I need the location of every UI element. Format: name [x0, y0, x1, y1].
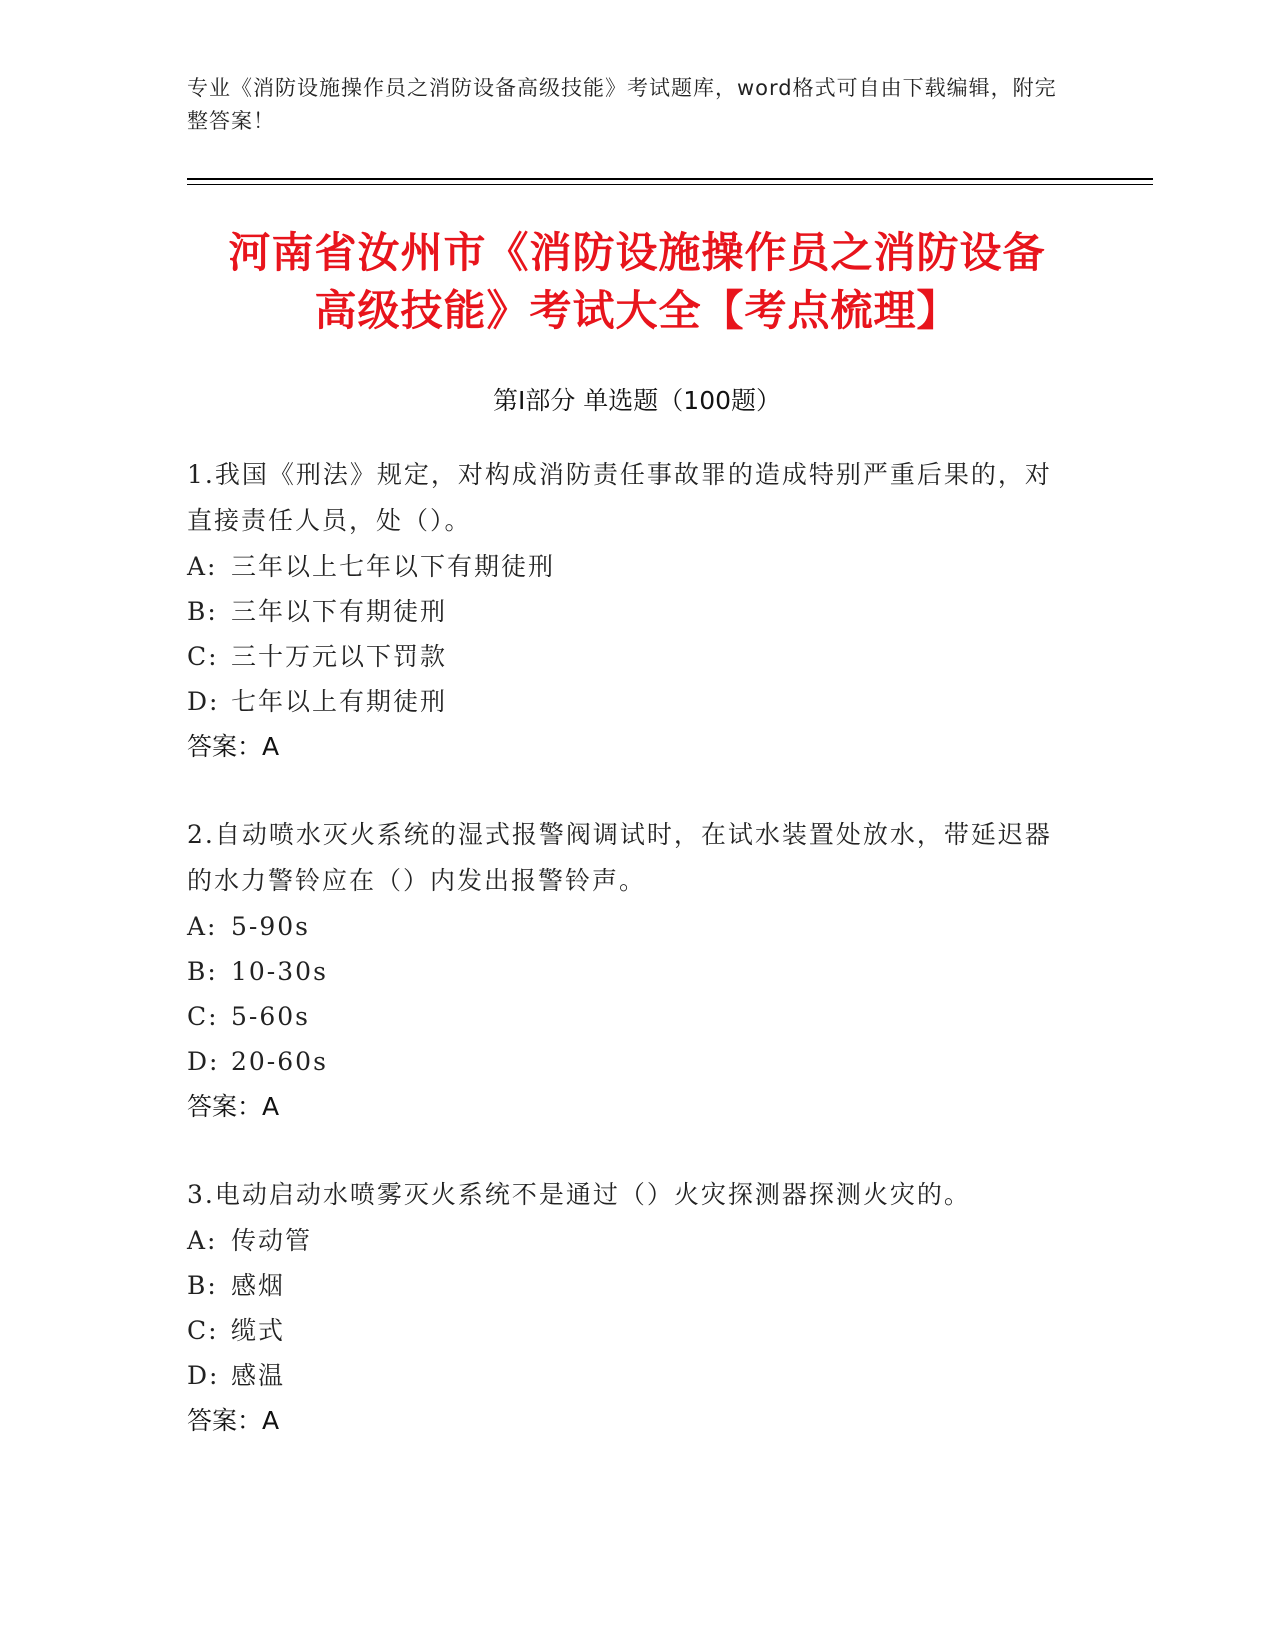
question-3 — [187, 1172, 1067, 1443]
option-text: 5-60s — [231, 1002, 310, 1031]
document-title — [187, 224, 1087, 340]
option-b — [187, 1263, 1067, 1308]
answer-prefix: 答案： — [187, 1406, 263, 1435]
answer-value: A — [262, 1406, 280, 1435]
option-key: D: — [187, 1361, 220, 1390]
option-text: 20-60s — [231, 1047, 328, 1076]
header-divider-thick — [187, 178, 1153, 180]
option-key: A: — [187, 912, 218, 941]
option-d — [187, 1353, 1067, 1398]
question-stem: 1.我国《刑法》规定，对构成消防责任事故罪的造成特别严重后果的，对直接责任人员，处（）。 — [187, 460, 1052, 535]
option-text: 5-90s — [231, 912, 310, 941]
option-key: D: — [187, 687, 220, 716]
option-c — [187, 1308, 1067, 1353]
option-text: 三年以下有期徒刑 — [231, 597, 448, 626]
answer-line — [187, 1084, 1067, 1129]
option-c — [187, 994, 1067, 1039]
option-d — [187, 679, 1067, 724]
option-c — [187, 634, 1067, 679]
option-key: C: — [187, 1002, 219, 1031]
question-stem: 3.电动启动水喷雾灭火系统不是通过（）火灾探测器探测火灾的。 — [187, 1180, 971, 1209]
option-key: A: — [187, 1226, 218, 1255]
option-key: D: — [187, 1047, 220, 1076]
option-b — [187, 589, 1067, 634]
question-stem: 2.自动喷水灭火系统的湿式报警阀调试时，在试水装置处放水，带延迟器的水力警铃应在（）内发出报警铃声。 — [187, 820, 1052, 895]
option-text: 三十万元以下罚款 — [231, 642, 448, 671]
option-text: 缆式 — [231, 1316, 286, 1345]
section-title: 第I部分 单选题（100题） — [492, 386, 782, 415]
option-a — [187, 904, 1067, 949]
option-key: B: — [187, 1271, 218, 1300]
document-title-line-2: 高级技能》考试大全【考点梳理】 — [314, 286, 960, 335]
option-key: B: — [187, 597, 218, 626]
answer-prefix: 答案： — [187, 1092, 263, 1121]
question-1 — [187, 452, 1067, 769]
option-a — [187, 1218, 1067, 1263]
answer-prefix: 答案： — [187, 732, 263, 761]
option-text: 感温 — [231, 1361, 286, 1390]
option-key: B: — [187, 957, 218, 986]
answer-line — [187, 1398, 1067, 1443]
option-key: C: — [187, 1316, 219, 1345]
answer-value: A — [262, 1092, 280, 1121]
answer-line — [187, 724, 1067, 769]
header-divider-thin — [187, 184, 1153, 185]
option-text: 三年以上七年以下有期徒刑 — [231, 552, 556, 581]
option-text: 传动管 — [231, 1226, 313, 1255]
option-key: A: — [187, 552, 218, 581]
option-b — [187, 949, 1067, 994]
option-key: C: — [187, 642, 219, 671]
option-text: 10-30s — [231, 957, 328, 986]
option-text: 七年以上有期徒刑 — [231, 687, 448, 716]
document-title-line-1: 河南省汝州市《消防设施操作员之消防设备 — [228, 228, 1046, 277]
option-text: 感烟 — [231, 1271, 286, 1300]
question-2 — [187, 812, 1067, 1129]
option-a — [187, 544, 1067, 589]
answer-value: A — [262, 732, 280, 761]
header-note: 专业《消防设施操作员之消防设备高级技能》考试题库，word格式可自由下载编辑，附完整答案！ — [187, 76, 1057, 133]
option-d — [187, 1039, 1067, 1084]
